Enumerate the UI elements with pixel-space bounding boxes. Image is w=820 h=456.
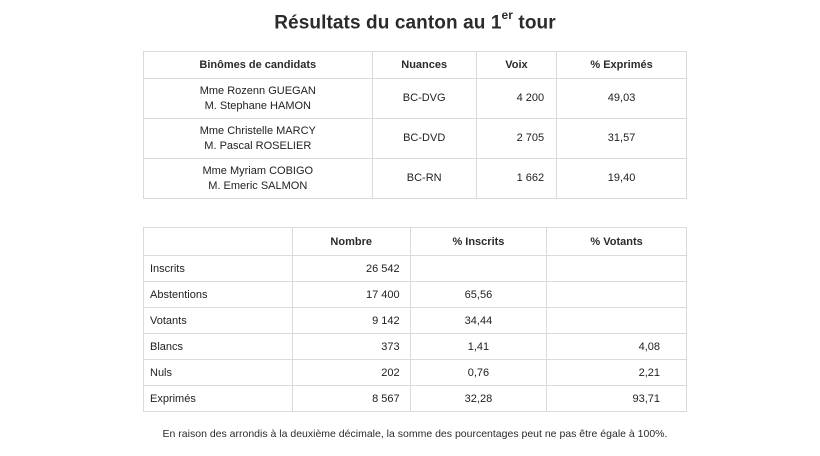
stats-nombre: 202 xyxy=(292,360,410,386)
header-voix: Voix xyxy=(476,52,556,79)
candidate-voix: 4 200 xyxy=(476,79,556,119)
candidate-name: M. Emeric SALMON xyxy=(208,179,308,192)
header-pct-votants: % Votants xyxy=(547,228,687,256)
header-candidates: Binômes de candidats xyxy=(144,52,373,79)
stats-label: Nuls xyxy=(144,360,293,386)
stats-label: Abstentions xyxy=(144,282,293,308)
candidate-nuance: BC-DVD xyxy=(372,119,476,159)
stats-pct-votants: 93,71 xyxy=(547,386,687,412)
stats-header-row xyxy=(144,228,687,256)
stats-table xyxy=(143,227,687,412)
stats-pct-votants: 4,08 xyxy=(547,334,687,360)
stats-pct-votants xyxy=(547,256,687,282)
header-nuances: Nuances xyxy=(372,52,476,79)
candidate-names-cell xyxy=(144,79,373,119)
rounding-footnote: En raison des arrondis à la deuxième décimale, la somme des pourcentages peut ne pas être égale à 100%. xyxy=(162,428,668,440)
candidate-name: Mme Myriam COBIGO xyxy=(202,164,314,177)
stats-pct-inscrits: 65,56 xyxy=(410,282,547,308)
stats-pct-inscrits: 1,41 xyxy=(410,334,547,360)
stats-nombre: 373 xyxy=(292,334,410,360)
candidate-exprimes: 49,03 xyxy=(557,79,687,119)
stats-nombre: 26 542 xyxy=(292,256,410,282)
candidate-names-cell xyxy=(144,119,373,159)
candidate-nuance: BC-DVG xyxy=(372,79,476,119)
candidate-exprimes: 19,40 xyxy=(557,159,687,199)
stats-label: Exprimés xyxy=(144,386,293,412)
stats-pct-votants xyxy=(547,282,687,308)
candidate-nuance: BC-RN xyxy=(372,159,476,199)
stats-label: Blancs xyxy=(144,334,293,360)
stats-pct-inscrits: 32,28 xyxy=(410,386,547,412)
stats-row-votants xyxy=(144,308,687,334)
candidate-voix: 1 662 xyxy=(476,159,556,199)
stats-row-abstentions xyxy=(144,282,687,308)
page-title-suffix: tour xyxy=(513,12,556,34)
candidate-row xyxy=(144,159,687,199)
stats-label: Inscrits xyxy=(144,256,293,282)
candidates-table xyxy=(143,51,687,199)
stats-row-blancs xyxy=(144,334,687,360)
candidate-exprimes: 31,57 xyxy=(557,119,687,159)
candidate-name: M. Pascal ROSELIER xyxy=(204,139,312,152)
candidate-row xyxy=(144,79,687,119)
header-exprimes: % Exprimés xyxy=(557,52,687,79)
stats-pct-votants xyxy=(547,308,687,334)
stats-label: Votants xyxy=(144,308,293,334)
page-title xyxy=(0,10,820,34)
stats-nombre: 17 400 xyxy=(292,282,410,308)
header-empty xyxy=(144,228,293,256)
candidates-header-row xyxy=(144,52,687,79)
page-title-main: Résultats du canton au 1 xyxy=(274,12,502,34)
stats-nombre: 9 142 xyxy=(292,308,410,334)
page-title-superscript: er xyxy=(501,8,514,22)
stats-row-inscrits xyxy=(144,256,687,282)
header-nombre: Nombre xyxy=(292,228,410,256)
stats-pct-votants: 2,21 xyxy=(547,360,687,386)
candidate-voix: 2 705 xyxy=(476,119,556,159)
candidate-row xyxy=(144,119,687,159)
stats-row-nuls xyxy=(144,360,687,386)
candidate-name: Mme Rozenn GUEGAN xyxy=(199,84,316,97)
candidate-name: M. Stephane HAMON xyxy=(204,99,311,112)
candidate-name: Mme Christelle MARCY xyxy=(199,124,316,137)
stats-row-exprimes xyxy=(144,386,687,412)
header-pct-inscrits: % Inscrits xyxy=(410,228,547,256)
stats-pct-inscrits xyxy=(410,256,547,282)
candidate-names-cell xyxy=(144,159,373,199)
stats-pct-inscrits: 34,44 xyxy=(410,308,547,334)
stats-pct-inscrits: 0,76 xyxy=(410,360,547,386)
stats-nombre: 8 567 xyxy=(292,386,410,412)
